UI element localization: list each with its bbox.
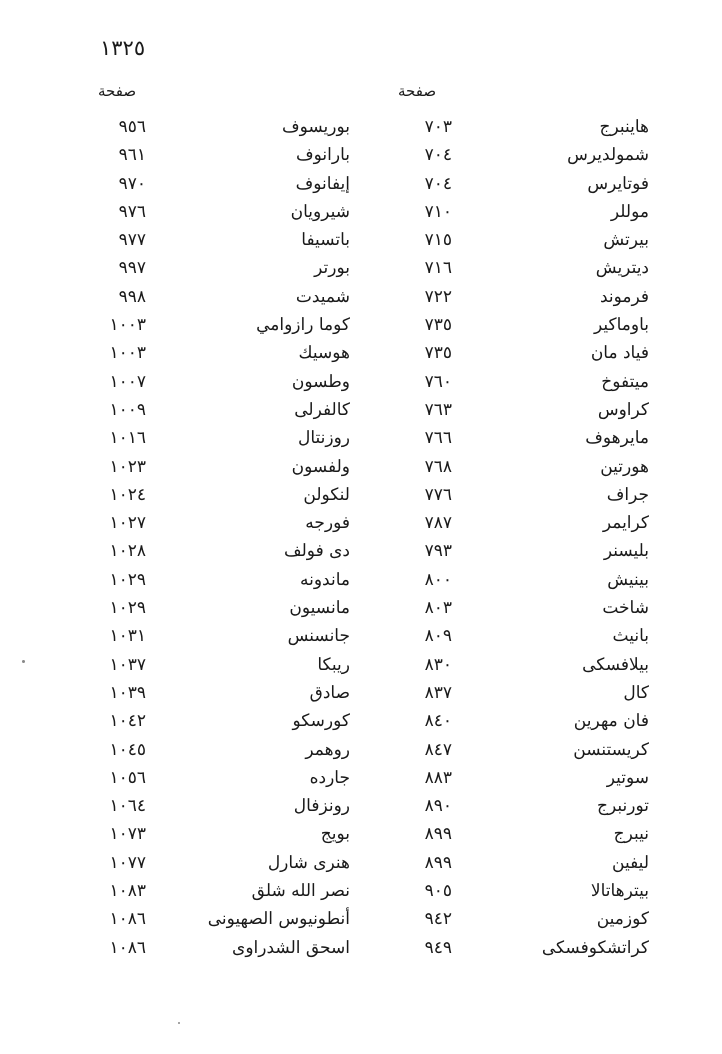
right-name: ميتفوخ xyxy=(601,371,649,392)
index-row xyxy=(0,198,722,226)
right-page-number: ٧٧٦ xyxy=(424,484,452,505)
left-page-number: ٩٧٠ xyxy=(118,173,146,194)
index-row xyxy=(0,877,722,905)
left-page-number: ١٠٨٣ xyxy=(109,881,146,902)
left-name: شيرويان xyxy=(290,201,350,222)
left-name: اسحق الشدراوى xyxy=(232,937,350,958)
index-row xyxy=(0,934,722,962)
right-name: باوماكير xyxy=(593,315,649,336)
index-row xyxy=(0,339,722,367)
left-name: مانسيون xyxy=(289,598,350,619)
index-row xyxy=(0,481,722,509)
left-page-number: ٩٧٦ xyxy=(118,201,146,222)
index-row xyxy=(0,141,722,169)
right-page-number: ٨٤٧ xyxy=(424,739,452,760)
right-page-number: ٨٩٩ xyxy=(424,852,452,873)
index-row xyxy=(0,594,722,622)
right-name: بينيش xyxy=(607,569,649,590)
left-name: هنرى شارل xyxy=(267,852,350,873)
right-name: ديتريش xyxy=(595,258,649,279)
right-page-number: ٧٦٣ xyxy=(424,399,452,420)
left-name: أنطونيوس الصهيونى xyxy=(207,909,350,930)
left-page-number: ١٠٠٩ xyxy=(109,399,146,420)
right-page-number: ٧٣٥ xyxy=(424,315,452,336)
left-name: كوما رازوامي xyxy=(256,315,350,336)
left-name: ماندونه xyxy=(300,569,350,590)
right-page-number: ٨٠٠ xyxy=(424,569,452,590)
left-page-number: ١٠٢٤ xyxy=(109,484,146,505)
right-name: شمولديرس xyxy=(567,145,649,166)
right-page-number: ٧٨٧ xyxy=(424,513,452,534)
left-page-number: ١٠٢٩ xyxy=(109,569,146,590)
left-page-number: ٩٧٧ xyxy=(118,230,146,251)
right-name: شاخت xyxy=(602,598,649,619)
index-table xyxy=(0,113,722,962)
right-page-number: ٨٩٠ xyxy=(424,796,452,817)
right-page-number: ٧٦٨ xyxy=(424,456,452,477)
right-page-number: ٧٦٦ xyxy=(424,428,452,449)
right-page-number: ٧٣٥ xyxy=(424,343,452,364)
right-name: تورنبرج xyxy=(597,796,649,817)
left-page-number: ١٠٢٨ xyxy=(109,541,146,562)
left-name: ولفسون xyxy=(291,456,350,477)
right-name: كال xyxy=(623,682,649,703)
index-row xyxy=(0,764,722,792)
right-page-number: ٧١٠ xyxy=(424,201,452,222)
left-name: بويج xyxy=(320,824,350,845)
right-name: سوتير xyxy=(606,767,649,788)
right-page-number: ٨٠٩ xyxy=(424,626,452,647)
left-name: إيفانوف xyxy=(295,173,350,194)
scan-speck xyxy=(178,1022,180,1024)
right-page-number: ٧٠٤ xyxy=(424,173,452,194)
left-page-number: ١٠٥٦ xyxy=(109,767,146,788)
index-row xyxy=(0,283,722,311)
index-row xyxy=(0,113,722,141)
index-row xyxy=(0,368,722,396)
left-name: روهمر xyxy=(305,739,350,760)
index-row xyxy=(0,679,722,707)
left-name: صادق xyxy=(309,682,350,703)
right-name: فوتايرس xyxy=(587,173,649,194)
right-name: بيلافسكى xyxy=(582,654,649,675)
right-name: فان مهرين xyxy=(573,711,649,732)
left-name: ريبكا xyxy=(317,654,350,675)
left-page-number: ١٠٢٣ xyxy=(109,456,146,477)
right-page-number: ٨٠٣ xyxy=(424,598,452,619)
index-row xyxy=(0,453,722,481)
right-name: كراوس xyxy=(597,399,649,420)
left-name: باتسيفا xyxy=(301,230,350,251)
right-name: بليسنر xyxy=(603,541,649,562)
right-name: كرايمر xyxy=(602,513,649,534)
left-page-number: ٩٩٨ xyxy=(118,286,146,307)
page-number: ١٣٢٥ xyxy=(100,36,146,60)
index-row xyxy=(0,424,722,452)
index-row xyxy=(0,905,722,933)
left-page-number: ١٠٠٣ xyxy=(109,343,146,364)
right-page-number: ٨٩٩ xyxy=(424,824,452,845)
index-row xyxy=(0,566,722,594)
right-page-number: ٨٤٠ xyxy=(424,711,452,732)
left-name: هوسيك xyxy=(298,343,350,364)
index-row xyxy=(0,707,722,735)
index-row xyxy=(0,537,722,565)
left-name: جانسنس xyxy=(287,626,350,647)
right-name: بيترهاتالا xyxy=(590,881,649,902)
left-page-column-header: صفحة xyxy=(98,82,137,100)
right-page-number: ٧٦٠ xyxy=(424,371,452,392)
right-name: نيبرج xyxy=(613,824,649,845)
right-name: بيرتش xyxy=(603,230,649,251)
index-row xyxy=(0,509,722,537)
scan-speck xyxy=(22,660,25,663)
left-page-number: ١٠٣٧ xyxy=(109,654,146,675)
left-name: لنكولن xyxy=(303,484,350,505)
left-page-number: ١٠٣٩ xyxy=(109,682,146,703)
right-page-number: ٧٠٣ xyxy=(424,117,452,137)
right-page-number: ٩٤٩ xyxy=(424,937,452,958)
left-page-number: ١٠٨٦ xyxy=(109,909,146,930)
left-page-number: ٩٦١ xyxy=(118,145,146,166)
index-row xyxy=(0,736,722,764)
index-row xyxy=(0,622,722,650)
left-page-number: ١٠١٦ xyxy=(109,428,146,449)
right-page-number: ٨٨٣ xyxy=(424,767,452,788)
left-name: وطسون xyxy=(291,371,350,392)
left-page-number: ١٠٤٥ xyxy=(109,739,146,760)
right-name: بانيث xyxy=(612,626,649,647)
left-page-number: ٩٥٦ xyxy=(118,117,146,137)
left-page-number: ١٠٤٢ xyxy=(109,711,146,732)
right-page-number: ٩٠٥ xyxy=(424,881,452,902)
right-page-column-header: صفحة xyxy=(398,82,437,100)
right-name: هاينبرج xyxy=(599,117,649,137)
left-page-number: ١٠٠٧ xyxy=(109,371,146,392)
right-page-number: ٧٩٣ xyxy=(424,541,452,562)
left-page-number: ١٠٧٧ xyxy=(109,852,146,873)
index-row xyxy=(0,254,722,282)
left-name: جارده xyxy=(309,767,350,788)
left-name: كورسكو xyxy=(292,711,350,732)
right-name: كراتشكوفسكى xyxy=(541,937,649,958)
left-page-number: ٩٩٧ xyxy=(118,258,146,279)
right-page-number: ٨٣٧ xyxy=(424,682,452,703)
left-page-number: ١٠٠٣ xyxy=(109,315,146,336)
left-page-number: ١٠٦٤ xyxy=(109,796,146,817)
index-row xyxy=(0,651,722,679)
right-name: جراف xyxy=(606,484,649,505)
right-name: كوزمين xyxy=(596,909,649,930)
left-name: روزنتال xyxy=(297,428,350,449)
index-row xyxy=(0,226,722,254)
right-page-number: ٧١٥ xyxy=(424,230,452,251)
index-row xyxy=(0,170,722,198)
index-row xyxy=(0,849,722,877)
left-name: بارانوف xyxy=(296,145,350,166)
left-page-number: ١٠٢٧ xyxy=(109,513,146,534)
left-page-number: ١٠٧٣ xyxy=(109,824,146,845)
right-page-number: ٨٣٠ xyxy=(424,654,452,675)
right-name: فياد مان xyxy=(590,343,649,364)
index-row xyxy=(0,311,722,339)
index-row xyxy=(0,396,722,424)
left-name: رونزفال xyxy=(293,796,350,817)
left-page-number: ١٠٨٦ xyxy=(109,937,146,958)
index-row xyxy=(0,820,722,848)
right-name: موللر xyxy=(610,201,649,222)
right-name: هورتين xyxy=(600,456,649,477)
right-page-number: ٧٢٢ xyxy=(424,286,452,307)
index-row xyxy=(0,792,722,820)
left-name: شميدت xyxy=(295,286,350,307)
left-name: فورجه xyxy=(305,513,350,534)
right-name: ليفين xyxy=(612,852,649,873)
left-name: كالفرلى xyxy=(294,399,350,420)
right-page-number: ٧١٦ xyxy=(424,258,452,279)
left-name: بوريسوف xyxy=(281,117,350,137)
left-page-number: ١٠٣١ xyxy=(109,626,146,647)
right-name: كريستنسن xyxy=(573,739,649,760)
left-page-number: ١٠٢٩ xyxy=(109,598,146,619)
right-name: مايرهوف xyxy=(585,428,649,449)
left-name: بورتر xyxy=(314,258,350,279)
left-name: نصر الله شلق xyxy=(251,881,350,902)
right-page-number: ٧٠٤ xyxy=(424,145,452,166)
right-name: فرموند xyxy=(599,286,649,307)
right-page-number: ٩٤٢ xyxy=(424,909,452,930)
left-name: دى فولف xyxy=(284,541,350,562)
